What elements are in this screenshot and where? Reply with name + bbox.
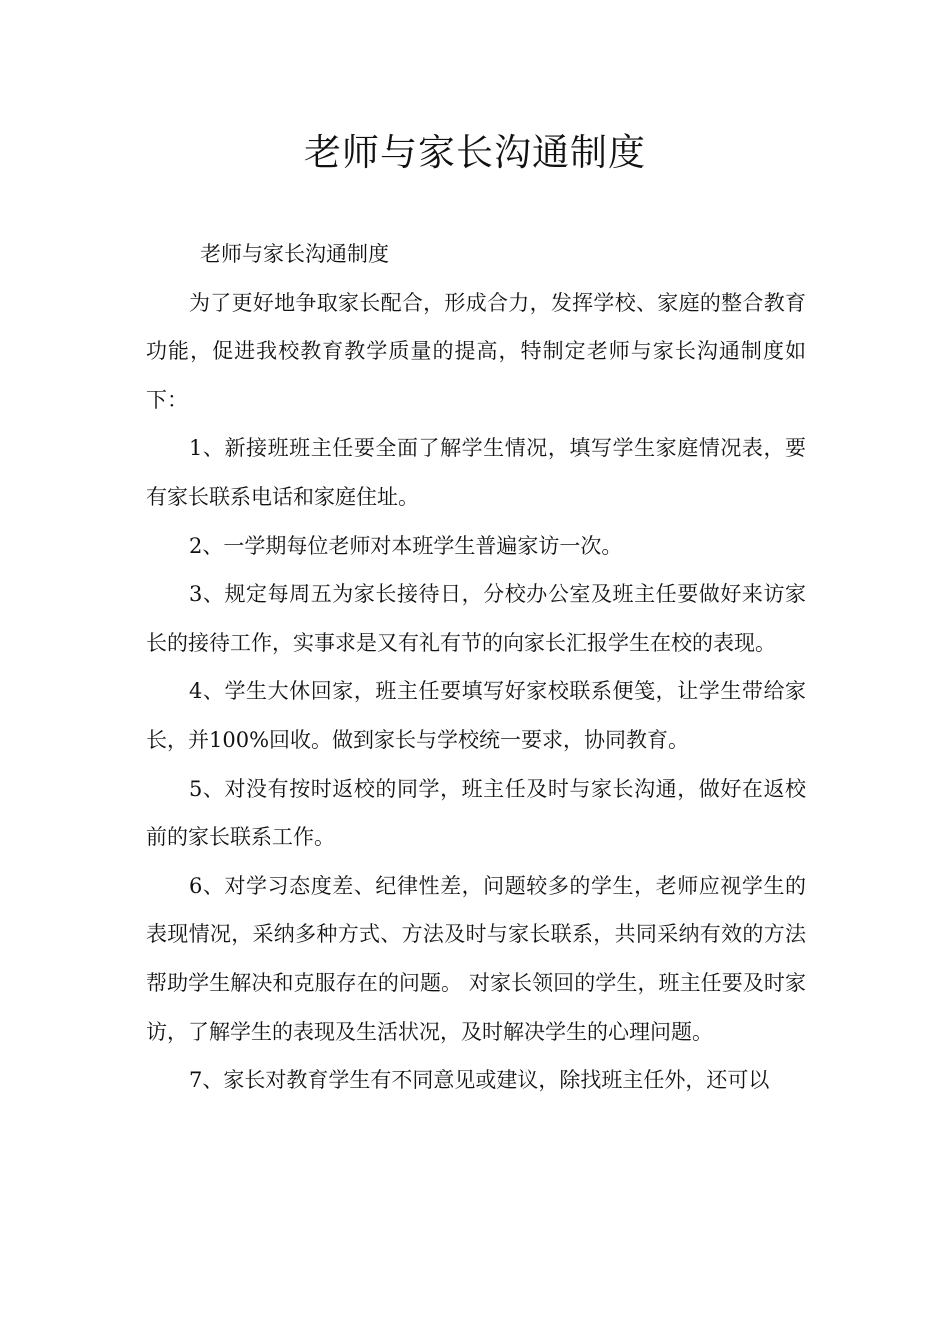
- rule-paragraph-3: 3、规定每周五为家长接待日，分校办公室及班主任要做好来访家长的接待工作，实事求是又有礼有节的向家长汇报学生在校的表现。: [146, 582, 806, 655]
- rule-paragraph-7: 7、家长对教育学生有不同意见或建议，除找班主任外，还可以: [189, 1068, 770, 1093]
- rule-paragraph-4: 4、学生大休回家，班主任要填写好家校联系便笺，让学生带给家长，并100%回收。做到家长与学校统一要求，协同教育。: [146, 679, 806, 752]
- rule-paragraph-1: 1、新接班班主任要全面了解学生情况，填写学生家庭情况表，要有家长联系电话和家庭住址。: [146, 436, 806, 509]
- document-subtitle: 老师与家长沟通制度: [200, 242, 389, 266]
- rule-paragraph-6: 6、对学习态度差、纪律性差，问题较多的学生，老师应视学生的表现情况，采纳多种方式、方法及时与家长联系，共同采纳有效的方法帮助学生解决和克服存在的问题。 对家长领回的学生，班主任要及时家访，了解学生的表现及生活状况，及时解决学生的心理问题。: [146, 873, 806, 1044]
- rule-paragraph-5: 5、对没有按时返校的同学，班主任及时与家长沟通，做好在返校前的家长联系工作。: [146, 776, 806, 850]
- intro-paragraph: 为了更好地争取家长配合，形成合力，发挥学校、家庭的整合教育功能，促进我校教育教学质量的提高，特制定老师与家长沟通制度如下：: [146, 290, 806, 412]
- document-body: [146, 230, 806, 1105]
- rule-paragraph-2: 2、一学期每位老师对本班学生普遍家访一次。: [189, 533, 623, 558]
- document-title: 老师与家长沟通制度: [304, 131, 646, 174]
